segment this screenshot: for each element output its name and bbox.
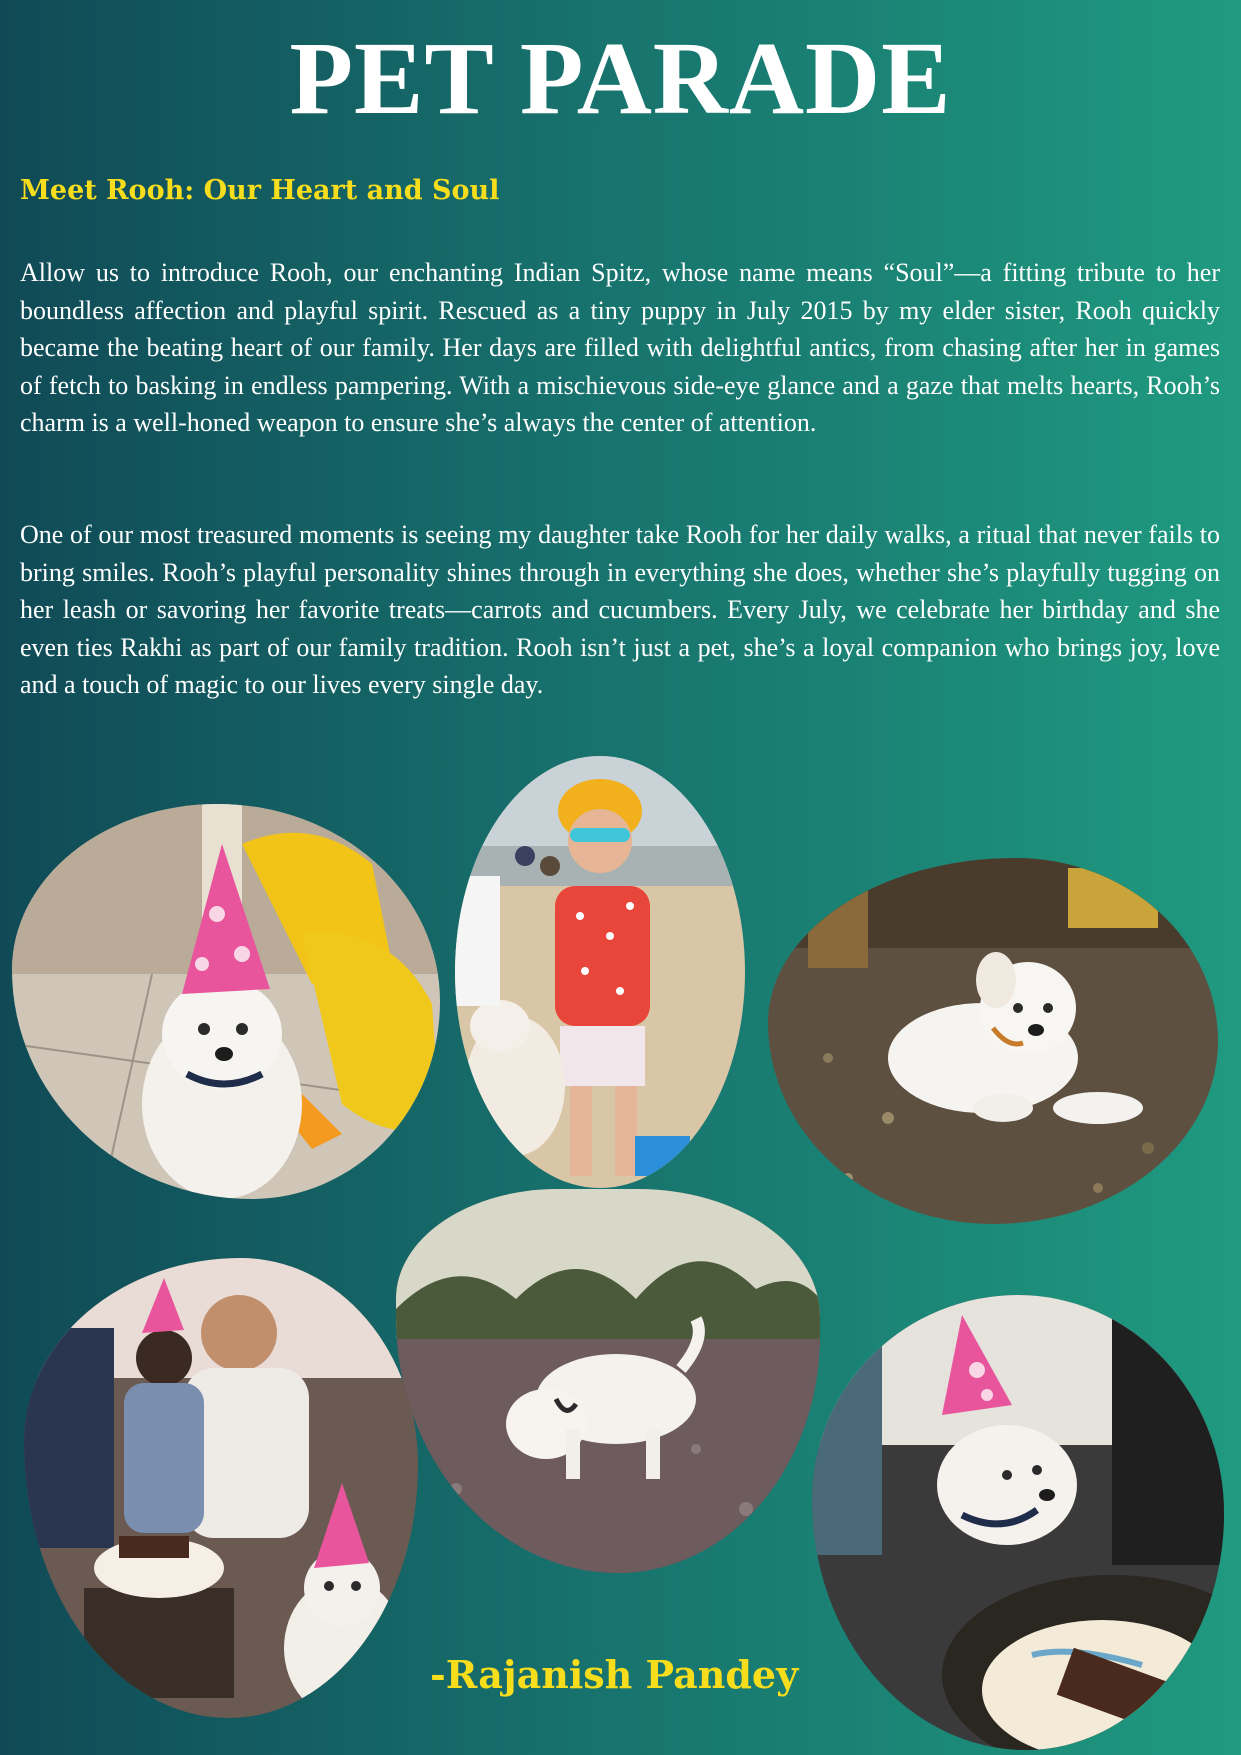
photo-dog-birthday-hat (12, 804, 440, 1199)
photo-child-beach (455, 756, 745, 1188)
paragraph-intro: Allow us to introduce Rooh, our enchanting Indian Spitz, whose name means “Soul”—a fitting tribute to her boundless affection and playful spirit. Rescued as a tiny puppy in July 2015 by my elder sister, Rooh quickly became the beating heart of our family. Her days are filled with delightful antics, from chasing after her in games of fetch to basking in endless pampering. With a mischievous side-eye glance and a gaze that melts hearts, Rooh’s charm is a well-honed weapon to ensure she’s always the center of attention. (20, 258, 1220, 438)
photo-dog-eating-cake (812, 1295, 1224, 1750)
author-signature: -Rajanish Pandey (430, 1652, 799, 1697)
section-heading: Meet Rooh: Our Heart and Soul (20, 175, 500, 206)
photo-puppy-floor (768, 858, 1218, 1224)
paragraph-moments: One of our most treasured moments is seeing my daughter take Rooh for her daily walks, a ritual that never fails to bring smiles. Rooh’s playful personality shines through in everything she does, whether she’s playfully tugging on her leash or savoring her favorite treats—carrots and cucumbers. Every July, we celebrate her birthday and she even ties Rakhi as part of our family tradition. Rooh isn’t just a pet, she’s a loyal companion who brings joy, love and a touch of magic to our lives every single day. (20, 520, 1220, 700)
photo-birthday-family (24, 1258, 418, 1718)
photo-puppy-garden (396, 1189, 820, 1573)
page-title: PET PARADE (289, 21, 952, 136)
